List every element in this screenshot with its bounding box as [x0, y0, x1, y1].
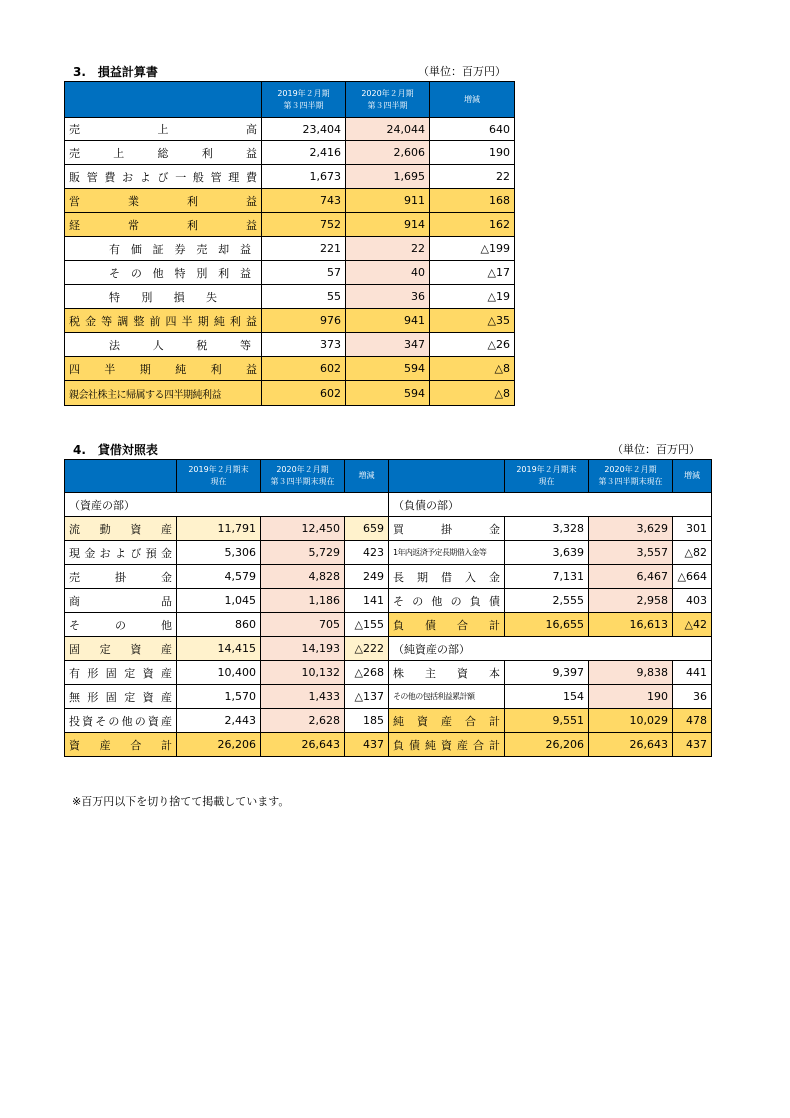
value-diff: 141	[345, 589, 389, 613]
value-2019: 602	[262, 381, 346, 406]
value-diff: 185	[345, 709, 389, 733]
value-2020: 36	[346, 285, 430, 309]
value-diff: △664	[673, 565, 712, 589]
pl-header-blank	[65, 82, 262, 118]
net-assets-section-label: （純資産の部）	[389, 637, 712, 661]
row-label: 株主資本	[389, 661, 505, 685]
value-2020: 10,029	[589, 709, 673, 733]
table-row	[65, 309, 515, 333]
row-label: 有形固定資産	[65, 661, 177, 685]
income-statement-table	[64, 81, 515, 406]
table-row	[65, 541, 712, 565]
value-2019: 154	[505, 685, 589, 709]
value-2019: 11,791	[177, 517, 261, 541]
value-diff: △26	[430, 333, 515, 357]
value-2019: 9,551	[505, 709, 589, 733]
value-2019: 743	[262, 189, 346, 213]
value-2020: 594	[346, 381, 430, 406]
bs-unit: （単位：百万円）	[612, 443, 700, 456]
row-label: 固定資産	[65, 637, 177, 661]
value-2019: 23,404	[262, 118, 346, 141]
value-diff: △8	[430, 381, 515, 406]
value-2019: 26,206	[505, 733, 589, 757]
pl-title: 3. 損益計算書	[73, 65, 158, 79]
bs-title: 4. 貸借対照表	[73, 443, 158, 457]
value-2020: 9,838	[589, 661, 673, 685]
row-label: 商品	[65, 589, 177, 613]
table-row	[65, 118, 515, 141]
value-2019: 7,131	[505, 565, 589, 589]
value-2019: 602	[262, 357, 346, 381]
value-2019: 221	[262, 237, 346, 261]
bs-header-col2-right: 2020年２月期 第３四半期末現在	[589, 460, 673, 493]
value-diff: 423	[345, 541, 389, 565]
value-diff: △19	[430, 285, 515, 309]
value-diff: 190	[430, 141, 515, 165]
row-label: その他の負債	[389, 589, 505, 613]
row-label: 負債純資産合計	[389, 733, 505, 757]
value-2019: 752	[262, 213, 346, 237]
assets-section-label: （資産の部）	[65, 493, 389, 517]
table-row	[65, 141, 515, 165]
value-diff: 22	[430, 165, 515, 189]
value-2020: 16,613	[589, 613, 673, 637]
value-2020: 3,557	[589, 541, 673, 565]
table-row	[65, 637, 712, 661]
value-2020: 914	[346, 213, 430, 237]
row-label: 四半期純利益	[65, 357, 262, 381]
row-label: 1年内返済予定長期借入金等	[389, 541, 505, 565]
table-row	[65, 213, 515, 237]
value-diff: 437	[345, 733, 389, 757]
value-2020: 2,958	[589, 589, 673, 613]
value-2020: 5,729	[261, 541, 345, 565]
value-2020: 40	[346, 261, 430, 285]
row-label: 現金および預金	[65, 541, 177, 565]
table-row	[65, 357, 515, 381]
value-diff: 659	[345, 517, 389, 541]
value-diff: 441	[673, 661, 712, 685]
bs-header-diff-left: 増減	[345, 460, 389, 493]
value-2020: 12,450	[261, 517, 345, 541]
liabilities-section-label: （負債の部）	[389, 493, 712, 517]
value-2020: 1,186	[261, 589, 345, 613]
value-2019: 3,639	[505, 541, 589, 565]
value-diff: 403	[673, 589, 712, 613]
table-row	[65, 685, 712, 709]
row-label: 買掛金	[389, 517, 505, 541]
value-diff: △35	[430, 309, 515, 333]
row-label: 特別損失	[65, 285, 262, 309]
value-2020: 26,643	[589, 733, 673, 757]
row-label: その他の包括利益累計額	[389, 685, 505, 709]
value-2019: 860	[177, 613, 261, 637]
value-diff: 36	[673, 685, 712, 709]
value-2019: 373	[262, 333, 346, 357]
value-2020: 594	[346, 357, 430, 381]
value-diff: 162	[430, 213, 515, 237]
pl-header-col1: 2019年２月期 第３四半期	[262, 82, 346, 118]
row-label: 長期借入金	[389, 565, 505, 589]
value-diff: △17	[430, 261, 515, 285]
table-row	[65, 261, 515, 285]
value-2019: 976	[262, 309, 346, 333]
table-row	[65, 517, 712, 541]
value-2019: 16,655	[505, 613, 589, 637]
value-2019: 26,206	[177, 733, 261, 757]
row-label: 親会社株主に帰属する四半期純利益	[65, 381, 262, 406]
value-diff: △8	[430, 357, 515, 381]
value-2019: 5,306	[177, 541, 261, 565]
row-label: 流動資産	[65, 517, 177, 541]
value-diff: △82	[673, 541, 712, 565]
value-diff: △137	[345, 685, 389, 709]
value-diff: 640	[430, 118, 515, 141]
footnote: ※百万円以下を切り捨てて掲載しています。	[72, 795, 290, 808]
value-2020: 941	[346, 309, 430, 333]
table-row	[65, 285, 515, 309]
value-2020: 347	[346, 333, 430, 357]
value-2020: 1,433	[261, 685, 345, 709]
value-diff: △155	[345, 613, 389, 637]
row-label: 販管費および一般管理費	[65, 165, 262, 189]
value-2020: 26,643	[261, 733, 345, 757]
row-label: 資産合計	[65, 733, 177, 757]
row-label: 無形固定資産	[65, 685, 177, 709]
bs-header-diff-right: 増減	[673, 460, 712, 493]
balance-sheet-table	[64, 459, 712, 757]
value-2019: 2,443	[177, 709, 261, 733]
table-row	[65, 709, 712, 733]
value-2020: 6,467	[589, 565, 673, 589]
value-2019: 57	[262, 261, 346, 285]
value-diff: 437	[673, 733, 712, 757]
value-diff: 168	[430, 189, 515, 213]
table-row	[65, 237, 515, 261]
table-row	[65, 333, 515, 357]
row-label: 税金等調整前四半期純利益	[65, 309, 262, 333]
row-label: 売上総利益	[65, 141, 262, 165]
value-2020: 4,828	[261, 565, 345, 589]
table-row	[65, 661, 712, 685]
pl-unit: （単位：百万円）	[418, 65, 506, 78]
row-label: 負債合計	[389, 613, 505, 637]
value-diff: 249	[345, 565, 389, 589]
value-diff: 478	[673, 709, 712, 733]
value-2020: 2,606	[346, 141, 430, 165]
table-row	[65, 565, 712, 589]
value-2020: 911	[346, 189, 430, 213]
table-row	[65, 381, 515, 406]
table-row	[65, 189, 515, 213]
value-2019: 2,555	[505, 589, 589, 613]
value-2020: 14,193	[261, 637, 345, 661]
bs-header-blank-right	[389, 460, 505, 493]
row-label: 有価証券売却益	[65, 237, 262, 261]
pl-header-col2: 2020年２月期 第３四半期	[346, 82, 430, 118]
value-2020: 10,132	[261, 661, 345, 685]
value-2019: 9,397	[505, 661, 589, 685]
row-label: 法人税等	[65, 333, 262, 357]
table-row	[65, 589, 712, 613]
value-diff: △199	[430, 237, 515, 261]
row-label: 経常利益	[65, 213, 262, 237]
row-label: 純資産合計	[389, 709, 505, 733]
value-2019: 55	[262, 285, 346, 309]
value-2020: 1,695	[346, 165, 430, 189]
row-label: その他特別利益	[65, 261, 262, 285]
bs-header-col1-left: 2019年２月期末 現在	[177, 460, 261, 493]
value-diff: △42	[673, 613, 712, 637]
table-row	[65, 165, 515, 189]
value-2019: 3,328	[505, 517, 589, 541]
bs-header-blank-left	[65, 460, 177, 493]
value-2020: 24,044	[346, 118, 430, 141]
value-2019: 1,673	[262, 165, 346, 189]
value-2020: 2,628	[261, 709, 345, 733]
value-2019: 4,579	[177, 565, 261, 589]
bs-header-col2-left: 2020年２月期 第３四半期末現在	[261, 460, 345, 493]
value-2019: 1,570	[177, 685, 261, 709]
row-label: 営業利益	[65, 189, 262, 213]
table-row	[65, 493, 712, 517]
value-2020: 22	[346, 237, 430, 261]
value-2019: 14,415	[177, 637, 261, 661]
row-label: 投資その他の資産	[65, 709, 177, 733]
value-diff: △222	[345, 637, 389, 661]
table-row	[65, 613, 712, 637]
row-label: 売掛金	[65, 565, 177, 589]
value-2020: 3,629	[589, 517, 673, 541]
value-2019: 2,416	[262, 141, 346, 165]
pl-header-row	[65, 82, 515, 118]
value-2019: 10,400	[177, 661, 261, 685]
value-2020: 190	[589, 685, 673, 709]
row-label: その他	[65, 613, 177, 637]
value-diff: △268	[345, 661, 389, 685]
value-2019: 1,045	[177, 589, 261, 613]
pl-header-diff: 増減	[430, 82, 515, 118]
bs-header-col1-right: 2019年２月期末 現在	[505, 460, 589, 493]
value-2020: 705	[261, 613, 345, 637]
table-row	[65, 733, 712, 757]
bs-header-row	[65, 460, 712, 493]
value-diff: 301	[673, 517, 712, 541]
row-label: 売上高	[65, 118, 262, 141]
